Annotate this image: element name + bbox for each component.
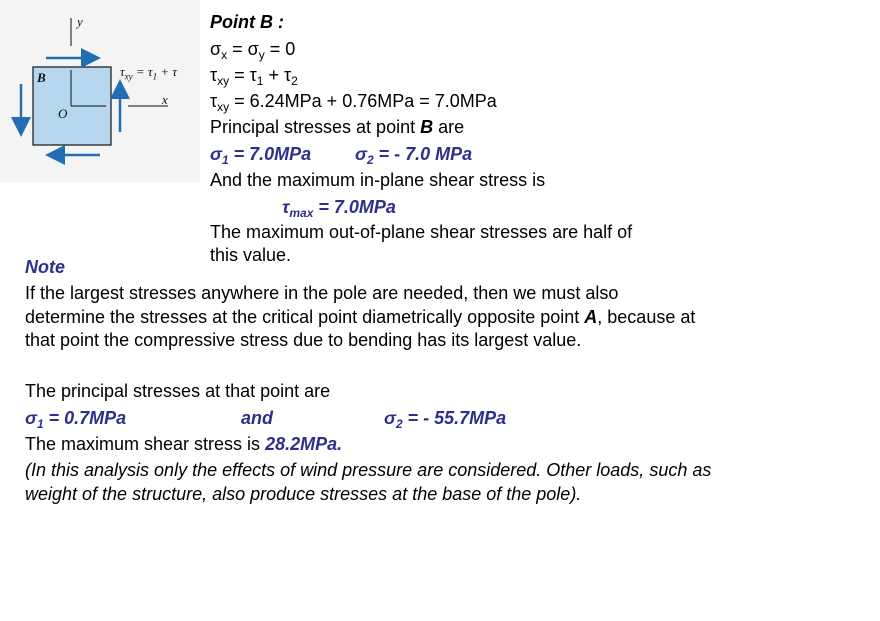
note-and: and [241,408,274,428]
tau-sum-line: $\tau_{xy} = \tau_1 + \tau_2$ [210,65,298,88]
max-shear-text: The maximum shear stress is 28.2MPa. [25,434,343,454]
x-axis-label: x [162,92,168,107]
note-sigma2: $\sigma_2$ = - 55.7MPa [384,408,507,431]
sigma-xy-line: $\sigma_x = \sigma_y = 0$ [210,39,296,62]
tau-xy-label: $\tau_{xy} = \tau_1 + \tau$ [120,64,178,82]
note-title: Note [25,257,65,277]
stress-element-drawing [0,0,200,182]
max-inplane-text: And the maximum in-plane shear stress is [210,170,546,190]
tau-value-line: $\tau_{xy} = 6.24MPa + 0.76MPa = 7.0MPa$ [210,91,497,114]
stress-element-figure [0,0,200,182]
principal-intro: Principal stresses at point B are [210,117,465,137]
origin-label: O [58,106,68,121]
note-sigma1: $\sigma_1 = 0.7MPa$ [25,408,127,431]
point-b-heading: Point B : [210,12,284,32]
footnote: (In this analysis only the effects of wind pressure are considered. Other loads, such as weight of the structure, also produce stresses at the base of the pole). [25,460,712,504]
out-of-plane-text-1: The maximum out-of-plane shear stresses are half of [210,222,633,242]
note-paragraph: If the largest stresses anywhere in the pole are needed, then we must also determine the stresses at the critical point diametrically opposite point A, because at that point the compressive stress due to bending has its largest value. [25,283,696,350]
sigma2-result: $\sigma_2$ = - 7.0 MPa [355,144,473,167]
y-axis-label: y [77,14,83,29]
out-of-plane-text-2: this value. [210,245,292,265]
tau-max-result: $\tau_{max} = 7.0MPa$ [282,197,396,220]
point-b-label: B [37,70,46,85]
sigma1-result: $\sigma_1 = 7.0MPa$ [210,144,312,167]
principal-stresses-text: The principal stresses at that point are [25,381,331,401]
